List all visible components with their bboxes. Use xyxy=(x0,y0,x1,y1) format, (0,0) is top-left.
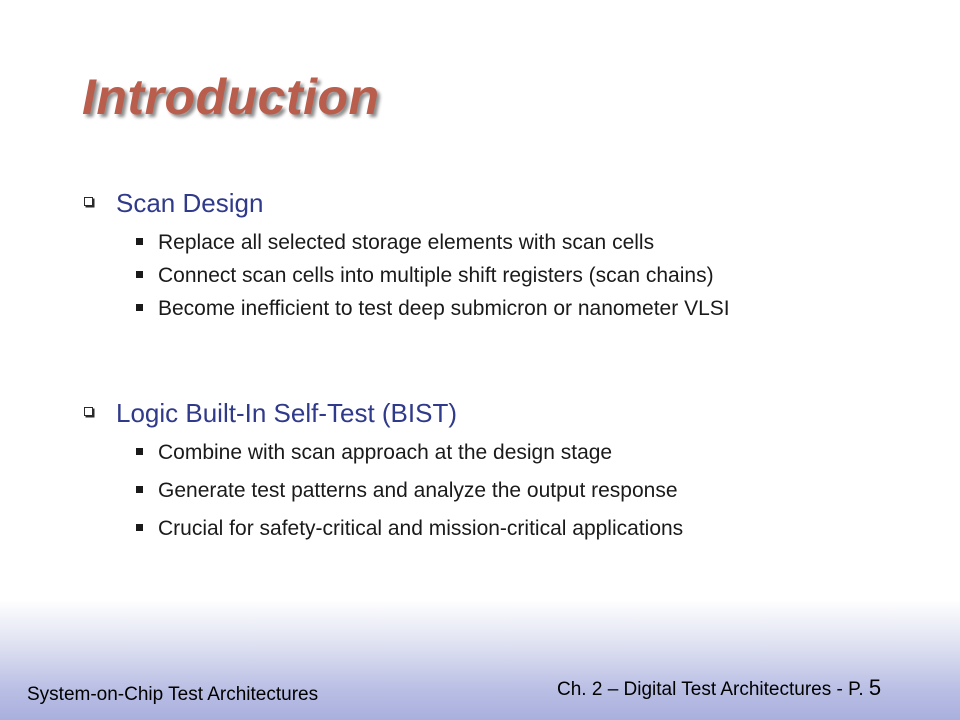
square-bullet-icon xyxy=(136,238,143,245)
footer-chapter-page xyxy=(557,675,881,701)
hollow-square-bullet-icon xyxy=(84,197,93,206)
square-bullet-icon xyxy=(136,448,143,455)
section-heading-label: Scan Design xyxy=(116,188,264,218)
list-item xyxy=(84,231,884,254)
list-item-text: Generate test patterns and analyze the output response xyxy=(158,479,678,502)
section-heading xyxy=(84,188,884,218)
section-heading-label: Logic Built-In Self-Test (BIST) xyxy=(116,398,457,428)
section-logic-bist xyxy=(84,398,884,540)
footer-chapter-label: Ch. 2 – Digital Test Architectures - P. xyxy=(557,679,864,700)
page-number: 5 xyxy=(868,675,882,700)
list-item xyxy=(84,479,884,502)
section-scan-design xyxy=(84,188,884,320)
list-item xyxy=(84,441,884,464)
list-item-text: Become inefficient to test deep submicron or nanometer VLSI xyxy=(158,297,730,320)
list-item-text: Connect scan cells into multiple shift registers (scan chains) xyxy=(158,264,714,287)
sub-bullet-list xyxy=(84,441,884,540)
square-bullet-icon xyxy=(136,271,143,278)
list-item-text: Combine with scan approach at the design stage xyxy=(158,441,613,464)
section-heading xyxy=(84,398,884,428)
list-item xyxy=(84,297,838,320)
list-item-text: Crucial for safety-critical and mission-critical applications xyxy=(158,517,684,540)
slide-title: Introduction xyxy=(82,69,380,125)
footer-course-title: System-on-Chip Test Architectures xyxy=(27,684,319,705)
hollow-square-bullet-icon xyxy=(84,407,93,416)
list-item-text: Replace all selected storage elements with scan cells xyxy=(158,231,655,254)
square-bullet-icon xyxy=(136,304,143,311)
square-bullet-icon xyxy=(136,486,143,493)
list-item xyxy=(84,264,884,287)
square-bullet-icon xyxy=(136,524,143,531)
list-item xyxy=(84,517,884,540)
sub-bullet-list xyxy=(84,231,884,320)
